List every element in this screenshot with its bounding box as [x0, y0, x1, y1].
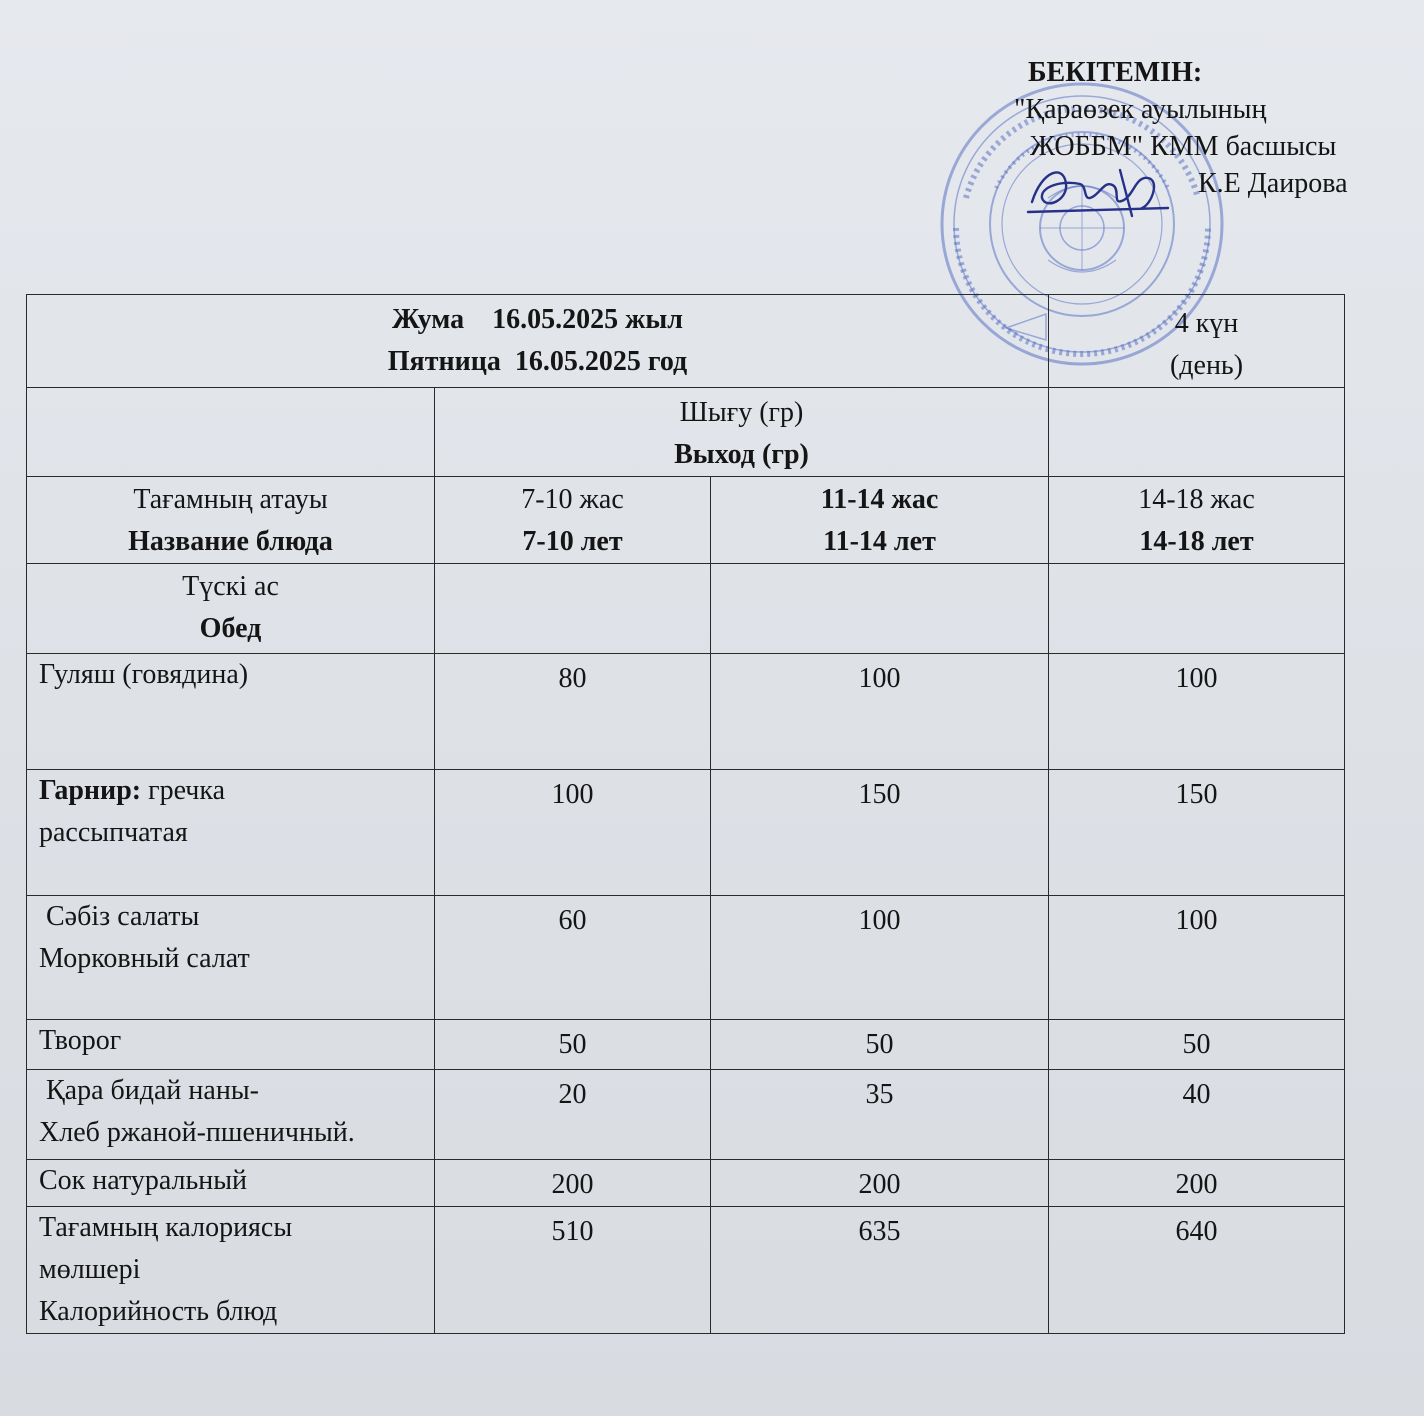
- approval-title: БЕКІТЕМІН:: [1028, 57, 1203, 88]
- approval-signer: К.Е Даирова: [1198, 168, 1348, 199]
- calories-label-kz: Тағамның калориясы: [39, 1212, 293, 1243]
- output-row: [27, 388, 1345, 477]
- date-kz: Жума 16.05.2025 жыл: [392, 304, 683, 335]
- age-label-kz: 7-10 жас: [521, 484, 624, 515]
- empty-cell: [1049, 564, 1345, 654]
- dish-name-kz: Қара бидай наны-: [39, 1075, 259, 1106]
- dish-name-ru: Хлеб ржаной-пшеничный.: [39, 1117, 355, 1148]
- portion-cell: 100: [1049, 654, 1345, 770]
- dish-name-line: рассыпчатая: [39, 817, 188, 848]
- approval-position: ЖОББМ" КММ басшысы: [1030, 131, 1337, 162]
- portion-cell: 100: [1049, 896, 1345, 1020]
- table-row: [27, 770, 1345, 896]
- day-number-kz: 4 күн: [1174, 308, 1239, 339]
- age-label-kz: 11-14 жас: [820, 484, 939, 515]
- meal-ru: Обед: [199, 613, 262, 644]
- portion-cell: 200: [1049, 1160, 1345, 1207]
- dish-cell: [27, 896, 435, 1020]
- dish-prefix: Гарнир:: [39, 775, 142, 806]
- dish-cell: [27, 1160, 435, 1207]
- calories-cell: 510: [435, 1207, 711, 1334]
- dish-name-header: [27, 477, 435, 564]
- output-ru: Выход (гр): [674, 439, 809, 470]
- table-row: [27, 896, 1345, 1020]
- dish-cell: [27, 654, 435, 770]
- portion-cell: 50: [711, 1020, 1049, 1070]
- dish-name-ru: Название блюда: [128, 526, 333, 557]
- meal-kz: Түскі ас: [182, 571, 279, 602]
- portion-cell: 100: [711, 896, 1049, 1020]
- age-group-header: [711, 477, 1049, 564]
- dish-cell: [27, 770, 435, 896]
- day-number-cell: [1049, 295, 1345, 388]
- meal-row: [27, 564, 1345, 654]
- approval-organization: "Қараөзек ауылының: [1014, 94, 1267, 125]
- dish-name: Гуляш (говядина): [39, 659, 249, 690]
- empty-cell: [27, 388, 435, 477]
- age-label-ru: 7-10 лет: [522, 526, 623, 557]
- calories-cell: 635: [711, 1207, 1049, 1334]
- output-kz: Шығу (гр): [679, 397, 804, 428]
- portion-cell: 150: [711, 770, 1049, 896]
- dish-name-part: гречка: [141, 775, 225, 806]
- portion-cell: 35: [711, 1070, 1049, 1160]
- age-group-header: [1049, 477, 1345, 564]
- age-group-header: [435, 477, 711, 564]
- table-row: [27, 654, 1345, 770]
- dish-name-ru: Морковный салат: [39, 943, 250, 974]
- calories-label-cell: [27, 1207, 435, 1334]
- empty-cell: [711, 564, 1049, 654]
- portion-cell: 40: [1049, 1070, 1345, 1160]
- table-row: [27, 1020, 1345, 1070]
- portion-cell: 50: [435, 1020, 711, 1070]
- calories-cell: 640: [1049, 1207, 1345, 1334]
- dish-name-kz: Сәбіз салаты: [39, 901, 200, 932]
- dish-name: Творог: [39, 1025, 122, 1056]
- output-cell: [435, 388, 1049, 477]
- table-row: [27, 1070, 1345, 1160]
- column-header-row: [27, 477, 1345, 564]
- age-label-kz: 14-18 жас: [1138, 484, 1255, 515]
- dish-cell: [27, 1020, 435, 1070]
- calories-label-kz-2: мөлшері: [39, 1254, 141, 1285]
- date-ru: Пятница 16.05.2025 год: [387, 346, 688, 377]
- header-row: [27, 295, 1345, 388]
- calories-label-ru: Калорийность блюд: [39, 1296, 278, 1327]
- portion-cell: 200: [435, 1160, 711, 1207]
- dish-name: Сок натуральный: [39, 1165, 248, 1196]
- approval-block: [1000, 54, 1390, 202]
- portion-cell: 200: [711, 1160, 1049, 1207]
- empty-cell: [1049, 388, 1345, 477]
- calories-row: [27, 1207, 1345, 1334]
- portion-cell: 80: [435, 654, 711, 770]
- portion-cell: 150: [1049, 770, 1345, 896]
- portion-cell: 20: [435, 1070, 711, 1160]
- portion-cell: 50: [1049, 1020, 1345, 1070]
- table-row: [27, 1160, 1345, 1207]
- age-label-ru: 11-14 лет: [823, 526, 936, 557]
- dish-name-kz: Тағамның атауы: [133, 484, 328, 515]
- date-cell: [27, 295, 1049, 388]
- menu-table: [26, 294, 1345, 1334]
- meal-cell: [27, 564, 435, 654]
- portion-cell: 100: [435, 770, 711, 896]
- dish-cell: [27, 1070, 435, 1160]
- portion-cell: 100: [711, 654, 1049, 770]
- empty-cell: [435, 564, 711, 654]
- dish-name: [39, 770, 434, 812]
- age-label-ru: 14-18 лет: [1139, 526, 1254, 557]
- portion-cell: 60: [435, 896, 711, 1020]
- day-number-ru: (день): [1169, 350, 1244, 381]
